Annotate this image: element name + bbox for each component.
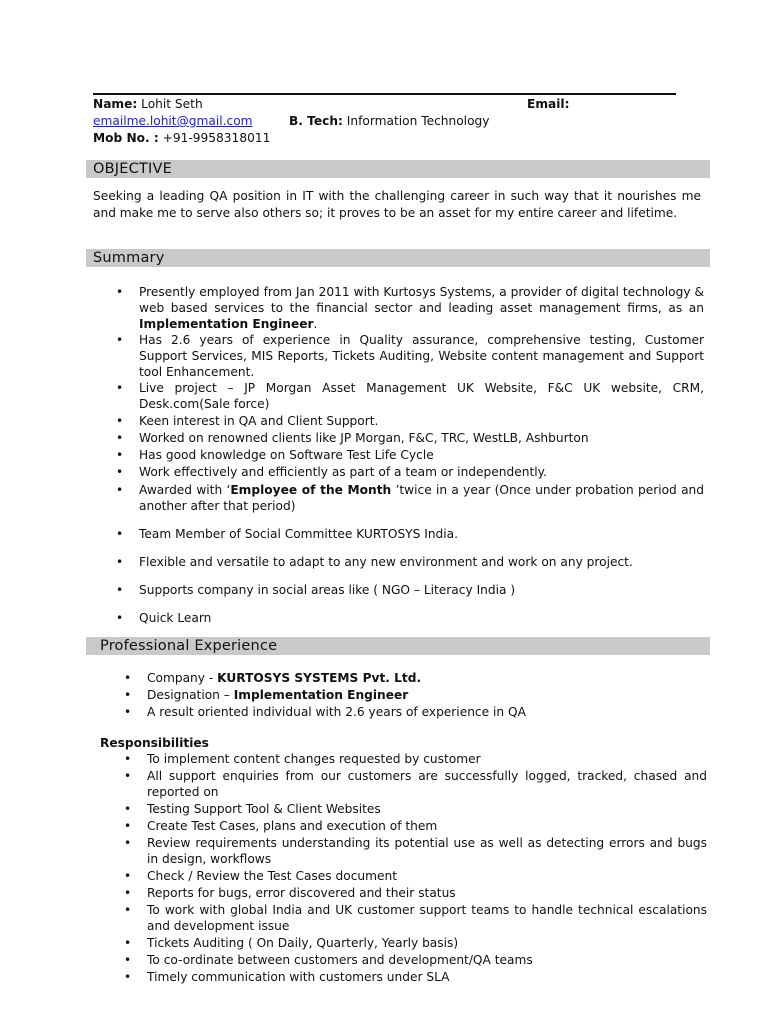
list-item: • Has 2.6 years of experience in Quality assurance, comprehensive testing, Customer Support Services, MIS Reports, Tickets Auditing, Website content management and Support tool Enhancement. bbox=[139, 332, 704, 380]
experience-list bbox=[147, 670, 707, 720]
list-item: • Live project – JP Morgan Asset Management UK Website, F&C UK website, CRM, Desk.com(Sale force) bbox=[139, 380, 704, 412]
name-label: Name: bbox=[93, 97, 138, 111]
list-item: • Worked on renowned clients like JP Morgan, F&C, TRC, WestLB, Ashburton bbox=[139, 430, 704, 446]
name-row bbox=[93, 96, 713, 113]
list-item: • Work effectively and efficiently as part of a team or independently. bbox=[139, 464, 704, 480]
email-row bbox=[93, 113, 713, 130]
objective-heading: OBJECTIVE bbox=[93, 161, 172, 177]
list-item: • All support enquiries from our customers are successfully logged, tracked, chased and reported on bbox=[147, 768, 707, 800]
list-item: • Review requirements understanding its potential use as well as detecting errors and bugs in design, workflows bbox=[147, 835, 707, 867]
list-item: • Company - KURTOSYS SYSTEMS Pvt. Ltd. bbox=[147, 670, 707, 686]
list-item: • Has good knowledge on Software Test Life Cycle bbox=[139, 447, 704, 463]
degree-label: B. Tech: bbox=[289, 114, 343, 128]
list-item: • Tickets Auditing ( On Daily, Quarterly, Yearly basis) bbox=[147, 935, 707, 951]
list-item: • To work with global India and UK customer support teams to handle technical escalations and development issue bbox=[147, 902, 707, 934]
list-item: • Testing Support Tool & Client Websites bbox=[147, 801, 707, 817]
experience-heading: Professional Experience bbox=[100, 638, 278, 654]
summary-heading: Summary bbox=[93, 250, 165, 266]
list-item: • Designation – Implementation Engineer bbox=[147, 687, 707, 703]
objective-heading-bar bbox=[86, 160, 710, 178]
mobile-label: Mob No. : bbox=[93, 131, 159, 145]
responsibilities-heading: Responsibilities bbox=[100, 736, 209, 750]
experience-heading-bar bbox=[86, 637, 710, 655]
summary-list bbox=[139, 284, 704, 626]
degree-value: Information Technology bbox=[346, 114, 490, 128]
list-item: • Keen interest in QA and Client Support. bbox=[139, 413, 704, 429]
list-item: • Reports for bugs, error discovered and their status bbox=[147, 885, 707, 901]
list-item: • Presently employed from Jan 2011 with Kurtosys Systems, a provider of digital technology & web based services to the financial sector and leading asset management firms, as an Implementation Engineer. bbox=[139, 284, 704, 332]
degree bbox=[289, 113, 489, 129]
mobile-row bbox=[93, 130, 713, 147]
list-item: • Quick Learn bbox=[139, 610, 704, 626]
list-item: • Awarded with ‘Employee of the Month ’twice in a year (Once under probation period and another after that period) bbox=[139, 482, 704, 514]
email-label: Email: bbox=[527, 97, 570, 111]
contact-header bbox=[93, 96, 713, 147]
top-rule bbox=[93, 93, 676, 95]
list-item: • To co-ordinate between customers and development/QA teams bbox=[147, 952, 707, 968]
list-item: • To implement content changes requested by customer bbox=[147, 751, 707, 767]
list-item: • Flexible and versatile to adapt to any new environment and work on any project. bbox=[139, 554, 704, 570]
list-item: • Supports company in social areas like ( NGO – Literacy India ) bbox=[139, 582, 704, 598]
objective-text: Seeking a leading QA position in IT with the challenging career in such way that it nourishes me and make me to serve also others so; it proves to be an asset for my entire career and lifetime. bbox=[93, 189, 701, 220]
list-item: • Create Test Cases, plans and execution of them bbox=[147, 818, 707, 834]
list-item: • A result oriented individual with 2.6 years of experience in QA bbox=[147, 704, 707, 720]
list-item: • Check / Review the Test Cases document bbox=[147, 868, 707, 884]
mobile-value: +91-9958318011 bbox=[162, 131, 271, 145]
list-item: • Timely communication with customers under SLA bbox=[147, 969, 707, 985]
name-value: Lohit Seth bbox=[141, 97, 203, 111]
list-item: • Team Member of Social Committee KURTOSYS India. bbox=[139, 526, 704, 542]
summary-heading-bar bbox=[86, 249, 710, 267]
email-link[interactable]: emailme.lohit@gmail.com bbox=[93, 114, 253, 128]
responsibilities-list bbox=[147, 751, 707, 985]
